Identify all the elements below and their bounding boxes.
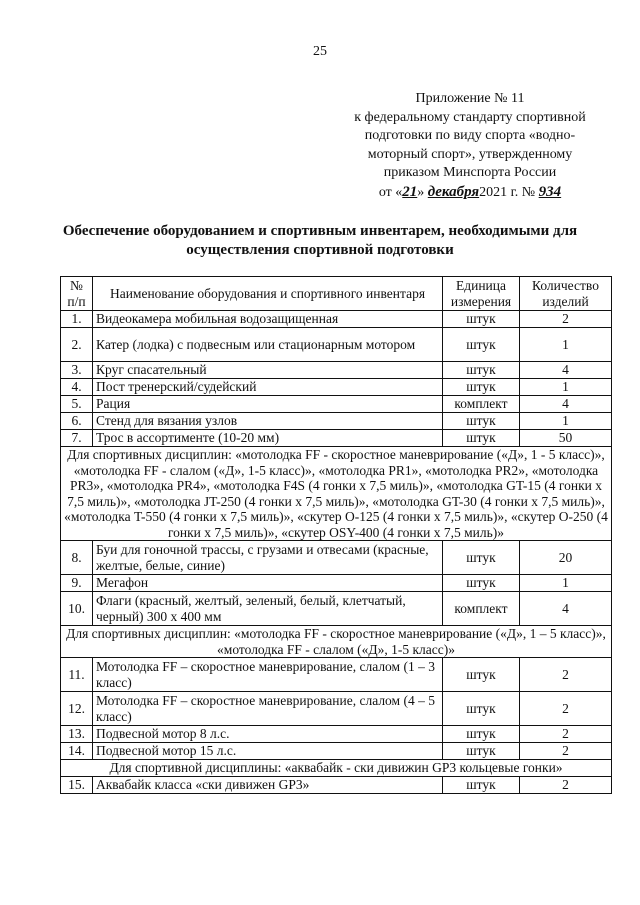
table-row — [61, 311, 612, 328]
row-qty: 2 — [520, 726, 612, 743]
document-title: Обеспечение оборудованием и спортивным инвентарем, необходимыми для осуществления спортивной подготовки — [62, 223, 578, 258]
row-qty: 4 — [520, 592, 612, 626]
table-row — [61, 362, 612, 379]
row-name: Буи для гоночной трассы, с грузами и отвесами (красные, желтые, белые, синие) — [93, 541, 443, 575]
row-num: 1. — [61, 311, 93, 328]
row-num: 7. — [61, 430, 93, 447]
table-row — [61, 743, 612, 760]
date-year: 2021 г. № — [479, 184, 536, 200]
row-qty: 2 — [520, 692, 612, 726]
row-num: 6. — [61, 413, 93, 430]
row-unit: комплект — [443, 396, 520, 413]
row-unit: штук — [443, 776, 520, 793]
appendix-line: подготовки по виду спорта «водно- — [364, 128, 576, 143]
row-name: Катер (лодка) с подвесным или стационарным мотором — [93, 328, 443, 362]
order-date-line — [320, 183, 620, 203]
row-name: Круг спасательный — [93, 362, 443, 379]
row-unit: штук — [443, 362, 520, 379]
row-unit: штук — [443, 328, 520, 362]
row-name: Мегафон — [93, 575, 443, 592]
row-unit: штук — [443, 726, 520, 743]
row-num: 9. — [61, 575, 93, 592]
group-heading: Для спортивных дисциплин: «мотолодка FF - скоростное маневрирование («Д», 1 - 5 класс)», «мотолодка FF - слалом («Д», 1-5 класс)», «мотолодка PR1», «мотолодка PR2», «мотолодка PR3», «мотолодка PR4», «мотолодка F4S (4 гонки x 7,5 миль)», «мотолодка GT-15 (4 гонки x 7,5 миль)», «мотолодка JT-250 (4 гонки x 7,5 миль)», «мотолодка GT-30 (4 гонки x 7,5 миль)», «мотолодка T-550 (4 гонки x 7,5 миль)», «скутер O-125 (4 гонки x 7,5 миль)», «скутер O-250 (4 гонки x 7,5 миль)», «скутер OSY-400 (4 гонки x 7,5 миль)» — [61, 447, 612, 541]
row-qty: 2 — [520, 776, 612, 793]
row-name: Мотолодка FF – скоростное маневрирование, слалом (4 – 5 класс) — [93, 692, 443, 726]
row-qty: 4 — [520, 362, 612, 379]
order-number-handwritten: 934 — [538, 183, 562, 200]
row-unit: штук — [443, 743, 520, 760]
row-num: 3. — [61, 362, 93, 379]
row-name: Флаги (красный, желтый, зеленый, белый, клетчатый, черный) 300 х 400 мм — [93, 592, 443, 626]
row-unit: комплект — [443, 592, 520, 626]
row-unit: штук — [443, 379, 520, 396]
table-row — [61, 379, 612, 396]
row-num: 4. — [61, 379, 93, 396]
table-row — [61, 692, 612, 726]
appendix-line: моторный спорт», утвержденному — [367, 146, 573, 162]
appendix-line: приказом Минспорта России — [383, 165, 557, 180]
appendix-header — [320, 90, 620, 202]
date-mid: » — [417, 184, 425, 200]
row-unit: штук — [443, 311, 520, 328]
row-qty: 1 — [520, 379, 612, 396]
page-number: 25 — [313, 44, 327, 59]
table-row — [61, 575, 612, 592]
table-row — [61, 541, 612, 575]
group-heading: Для спортивных дисциплин: «мотолодка FF - скоростное маневрирование («Д», 1 – 5 класс)», «мотолодка FF - слалом («Д», 1-5 класс)» — [61, 626, 612, 658]
row-num: 8. — [61, 541, 93, 575]
row-num: 10. — [61, 592, 93, 626]
row-qty: 1 — [520, 413, 612, 430]
table-row — [61, 430, 612, 447]
row-name: Трос в ассортименте (10-20 мм) — [93, 430, 443, 447]
table-row — [61, 592, 612, 626]
row-unit: штук — [443, 692, 520, 726]
row-unit: штук — [443, 541, 520, 575]
row-name: Видеокамера мобильная водозащищенная — [93, 311, 443, 328]
row-unit: штук — [443, 575, 520, 592]
date-prefix: от « — [378, 184, 403, 200]
table-row — [61, 396, 612, 413]
row-qty: 2 — [520, 658, 612, 692]
header-unit: Единица измерения — [443, 277, 520, 311]
table-row — [61, 328, 612, 362]
row-num: 13. — [61, 726, 93, 743]
equipment-table — [60, 276, 612, 794]
table-row — [61, 726, 612, 743]
row-name: Рация — [93, 396, 443, 413]
row-qty: 2 — [520, 311, 612, 328]
row-num: 2. — [61, 328, 93, 362]
date-month-handwritten: декабря — [427, 183, 480, 200]
group-row — [61, 626, 612, 658]
row-num: 12. — [61, 692, 93, 726]
row-qty: 1 — [520, 575, 612, 592]
row-qty: 4 — [520, 396, 612, 413]
row-name: Подвесной мотор 15 л.с. — [93, 743, 443, 760]
group-heading: Для спортивной дисциплины: «аквабайк - ски дивижин GP3 кольцевые гонки» — [61, 760, 612, 777]
group-row — [61, 760, 612, 777]
row-name: Стенд для вязания узлов — [93, 413, 443, 430]
row-unit: штук — [443, 430, 520, 447]
row-qty: 1 — [520, 328, 612, 362]
appendix-line: к федеральному стандарту спортивной — [354, 109, 586, 125]
row-qty: 2 — [520, 743, 612, 760]
header-name: Наименование оборудования и спортивного инвентаря — [93, 277, 443, 311]
table-row — [61, 413, 612, 430]
date-day-handwritten: 21 — [402, 183, 418, 200]
table-row — [61, 658, 612, 692]
group-row — [61, 447, 612, 541]
row-qty: 20 — [520, 541, 612, 575]
row-num: 5. — [61, 396, 93, 413]
row-qty: 50 — [520, 430, 612, 447]
row-name: Мотолодка FF – скоростное маневрирование, слалом (1 – 3 класс) — [93, 658, 443, 692]
appendix-line: Приложение № 11 — [415, 91, 525, 106]
row-name: Аквабайк класса «ски дивижен GP3» — [93, 776, 443, 793]
row-num: 11. — [61, 658, 93, 692]
row-num: 14. — [61, 743, 93, 760]
header-num: № п/п — [61, 277, 93, 311]
row-unit: штук — [443, 658, 520, 692]
row-name: Подвесной мотор 8 л.с. — [93, 726, 443, 743]
row-name: Пост тренерский/судейский — [93, 379, 443, 396]
row-unit: штук — [443, 413, 520, 430]
table-row — [61, 776, 612, 793]
row-num: 15. — [61, 776, 93, 793]
header-qty: Количество изделий — [520, 277, 612, 311]
